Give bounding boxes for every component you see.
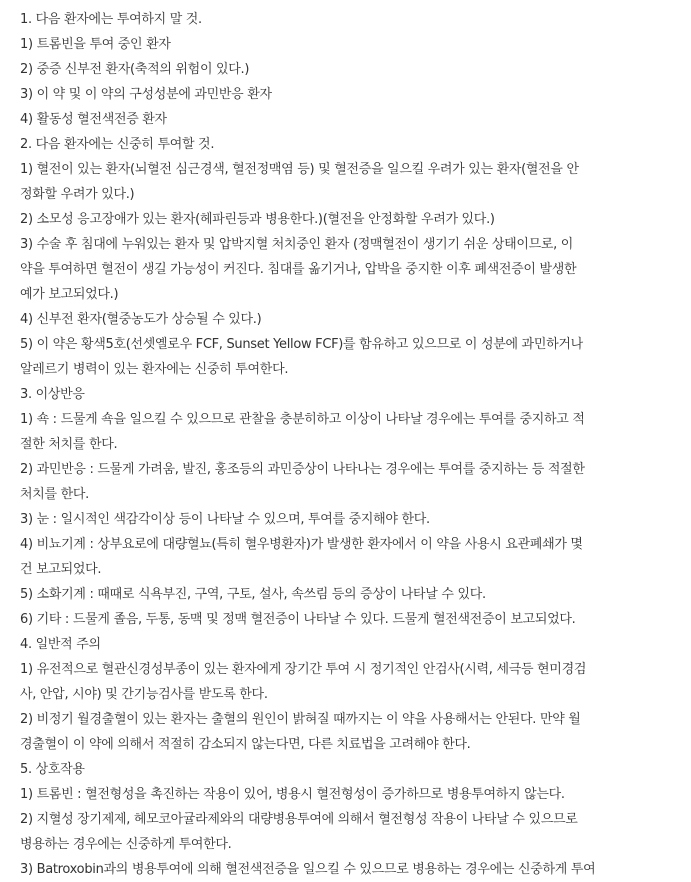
text-line: 4) 신부전 환자(혈중농도가 상승될 수 있다.) <box>20 312 262 327</box>
text-line: 3) 눈 : 일시적인 색감각이상 등이 나타날 수 있으며, 투여를 중지해야 한다. <box>20 512 430 527</box>
text-line: 예가 보고되었다.) <box>20 287 119 302</box>
text-line: 처치를 한다. <box>20 487 89 502</box>
section-heading-contraindications: 1. 다음 환자에는 투여하지 말 것. <box>20 12 202 27</box>
text-line: 2) 소모성 응고장애가 있는 환자(헤파린등과 병용한다.)(혈전을 안정화할 우려가 있다.) <box>20 212 495 227</box>
section-heading-interactions: 5. 상호작용 <box>20 762 85 777</box>
text-line: 2) 비정기 월경출혈이 있는 환자는 출혈의 원인이 밝혀질 때까지는 이 약을 사용해서는 안된다. 만약 월 <box>20 712 581 727</box>
text-line: 5) 소화기계 : 때때로 식욕부진, 구역, 구토, 설사, 속쓰림 등의 증상이 나타날 수 있다. <box>20 587 486 602</box>
text-line: 사, 안압, 시야) 및 간기능검사를 받도록 한다. <box>20 687 268 702</box>
text-line: 5) 이 약은 황색5호(선셋옐로우 FCF, Sunset Yellow FCF)를 함유하고 있으므로 이 성분에 과민하거나 <box>20 337 583 352</box>
text-line: 3) Batroxobin과의 병용투여에 의해 혈전색전증을 일으킬 수 있으므로 병용하는 경우에는 신중하게 투여 <box>20 862 596 877</box>
text-line: 1) 유전적으로 혈관신경성부종이 있는 환자에게 장기간 투여 시 정기적인 안검사(시력, 세극등 현미경검 <box>20 662 587 677</box>
text-line: 1) 쇽 : 드물게 쇽을 일으킬 수 있으므로 관찰을 충분히하고 이상이 나타날 경우에는 투여를 중지하고 적 <box>20 412 585 427</box>
section-heading-adverse-reactions: 3. 이상반응 <box>20 387 85 402</box>
text-line: 정화할 우려가 있다.) <box>20 187 135 202</box>
text-line: 경출혈이 이 약에 의해서 적절히 감소되지 않는다면, 다른 치료법을 고려해야 한다. <box>20 737 471 752</box>
text-line: 알레르기 병력이 있는 환자에는 신중히 투여한다. <box>20 362 289 377</box>
text-line: 1) 트롬빈을 투여 중인 환자 <box>20 37 171 52</box>
text-line: 건 보고되었다. <box>20 562 102 577</box>
text-line: 2) 과민반응 : 드물게 가려움, 발진, 홍조등의 과민증상이 나타나는 경우에는 투여를 중지하는 등 적절한 <box>20 462 585 477</box>
text-line: 4) 비뇨기계 : 상부요로에 대량혈뇨(특히 혈우병환자)가 발생한 환자에서 이 약을 사용시 요관폐쇄가 몇 <box>20 537 583 552</box>
drug-precautions-text <box>20 7 682 882</box>
section-heading-careful-administration: 2. 다음 환자에는 신중히 투여할 것. <box>20 137 215 152</box>
text-line: 약을 투여하면 혈전이 생길 가능성이 커진다. 침대를 옮기거나, 압박을 중지한 이후 폐색전증이 발생한 <box>20 262 577 277</box>
text-line: 6) 기타 : 드물게 졸음, 두통, 동맥 및 정맥 혈전증이 나타날 수 있다. 드물게 혈전색전증이 보고되었다. <box>20 612 576 627</box>
text-line: 2) 지혈성 장기제제, 헤모코아귤라제와의 대량병용투여에 의해서 혈전형성 작용이 나타날 수 있으므로 <box>20 812 578 827</box>
text-line: 절한 처치를 한다. <box>20 437 118 452</box>
text-line: 1) 트롬빈 : 혈전형성을 촉진하는 작용이 있어, 병용시 혈전형성이 증가하므로 병용투여하지 않는다. <box>20 787 565 802</box>
text-line: 3) 이 약 및 이 약의 구성성분에 과민반응 환자 <box>20 87 272 102</box>
section-heading-general-precautions: 4. 일반적 주의 <box>20 637 101 652</box>
text-line: 병용하는 경우에는 신중하게 투여한다. <box>20 837 232 852</box>
text-line: 3) 수술 후 침대에 누워있는 환자 및 압박지혈 처치중인 환자 (정맥혈전이 생기기 쉬운 상태이므로, 이 <box>20 237 574 252</box>
text-line: 4) 활동성 혈전색전증 환자 <box>20 112 167 127</box>
text-line: 2) 중증 신부전 환자(축적의 위험이 있다.) <box>20 62 250 77</box>
text-line: 1) 혈전이 있는 환자(뇌혈전 심근경색, 혈전정맥염 등) 및 혈전증을 일으킬 우려가 있는 환자(혈전을 안 <box>20 162 579 177</box>
